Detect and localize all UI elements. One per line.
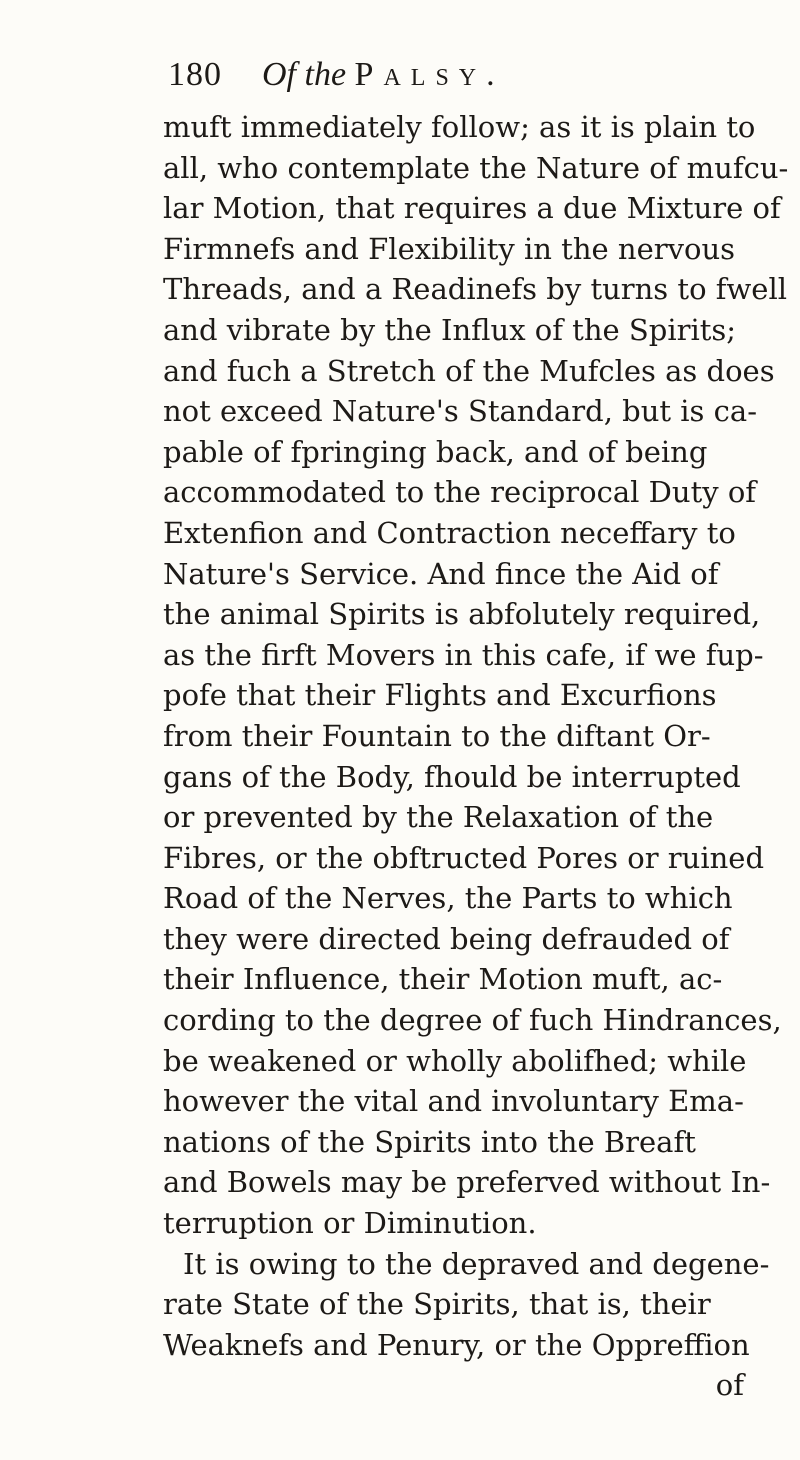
text-line: Nature's Service. And fince the Aid of [163,556,719,591]
text-line: however the vital and involuntary Ema- [163,1084,744,1119]
text-line: and Bowels may be preferved without In- [163,1165,771,1200]
text-line: all, who contemplate the Nature of mufcu- [163,150,788,185]
text-line: muft immediately follow; as it is plain to [163,110,756,144]
running-title-prefix: Of the [262,56,347,93]
text-line: pable of fpringing back, and of being [163,434,708,469]
text-line: Extenfion and Contraction neceffary to [163,515,736,550]
text-line: Fibres, or the obftructed Pores or ruined [163,840,765,875]
text-line: as the firft Movers in this cafe, if we fup- [163,637,764,672]
text-line: pofe that their Flights and Excurfions [163,678,717,713]
text-line: lar Motion, that requires a due Mixture of [163,191,781,226]
paragraph-start-line: It is owing to the depraved and degene- [183,1246,770,1281]
running-title-word: Palsy. [354,56,505,93]
running-header [168,56,740,102]
text-line: Firmnefs and Flexibility in the nervous [163,231,735,266]
text-line: be weakened or wholly abolifhed; while [163,1043,747,1078]
text-line: the animal Spirits is abfolutely required, [163,597,761,632]
text-line: Road of the Nerves, the Parts to which [163,881,733,916]
text-line: Threads, and a Readinefs by turns to fwell [163,272,788,307]
page-number: 180 [168,56,222,93]
text-line: rate State of the Spirits, that is, their [163,1287,711,1322]
text-line: accommodated to the reciprocal Duty of [163,475,757,510]
text-line: cording to the degree of fuch Hindrances, [163,1003,782,1038]
text-line: not exceed Nature's Standard, but is ca- [163,394,757,429]
text-line: terruption or Diminution. [163,1206,537,1241]
text-line: from their Fountain to the diftant Or- [163,718,711,753]
body-text [163,107,788,1406]
text-line: or prevented by the Relaxation of the [163,800,714,835]
text-line: Weaknefs and Penury, or the Oppreffion [163,1327,750,1362]
text-line: and vibrate by the Influx of the Spirits; [163,312,737,347]
text-line: their Influence, their Motion muft, ac- [163,962,723,997]
text-line: they were directed being defrauded of [163,921,730,956]
text-line: and fuch a Stretch of the Mufcles as does [163,353,775,388]
text-line: nations of the Spirits into the Breaft [163,1124,696,1159]
catchword: of [715,1368,744,1403]
text-line: gans of the Body, fhould be interrupted [163,759,741,794]
running-title [262,56,505,94]
